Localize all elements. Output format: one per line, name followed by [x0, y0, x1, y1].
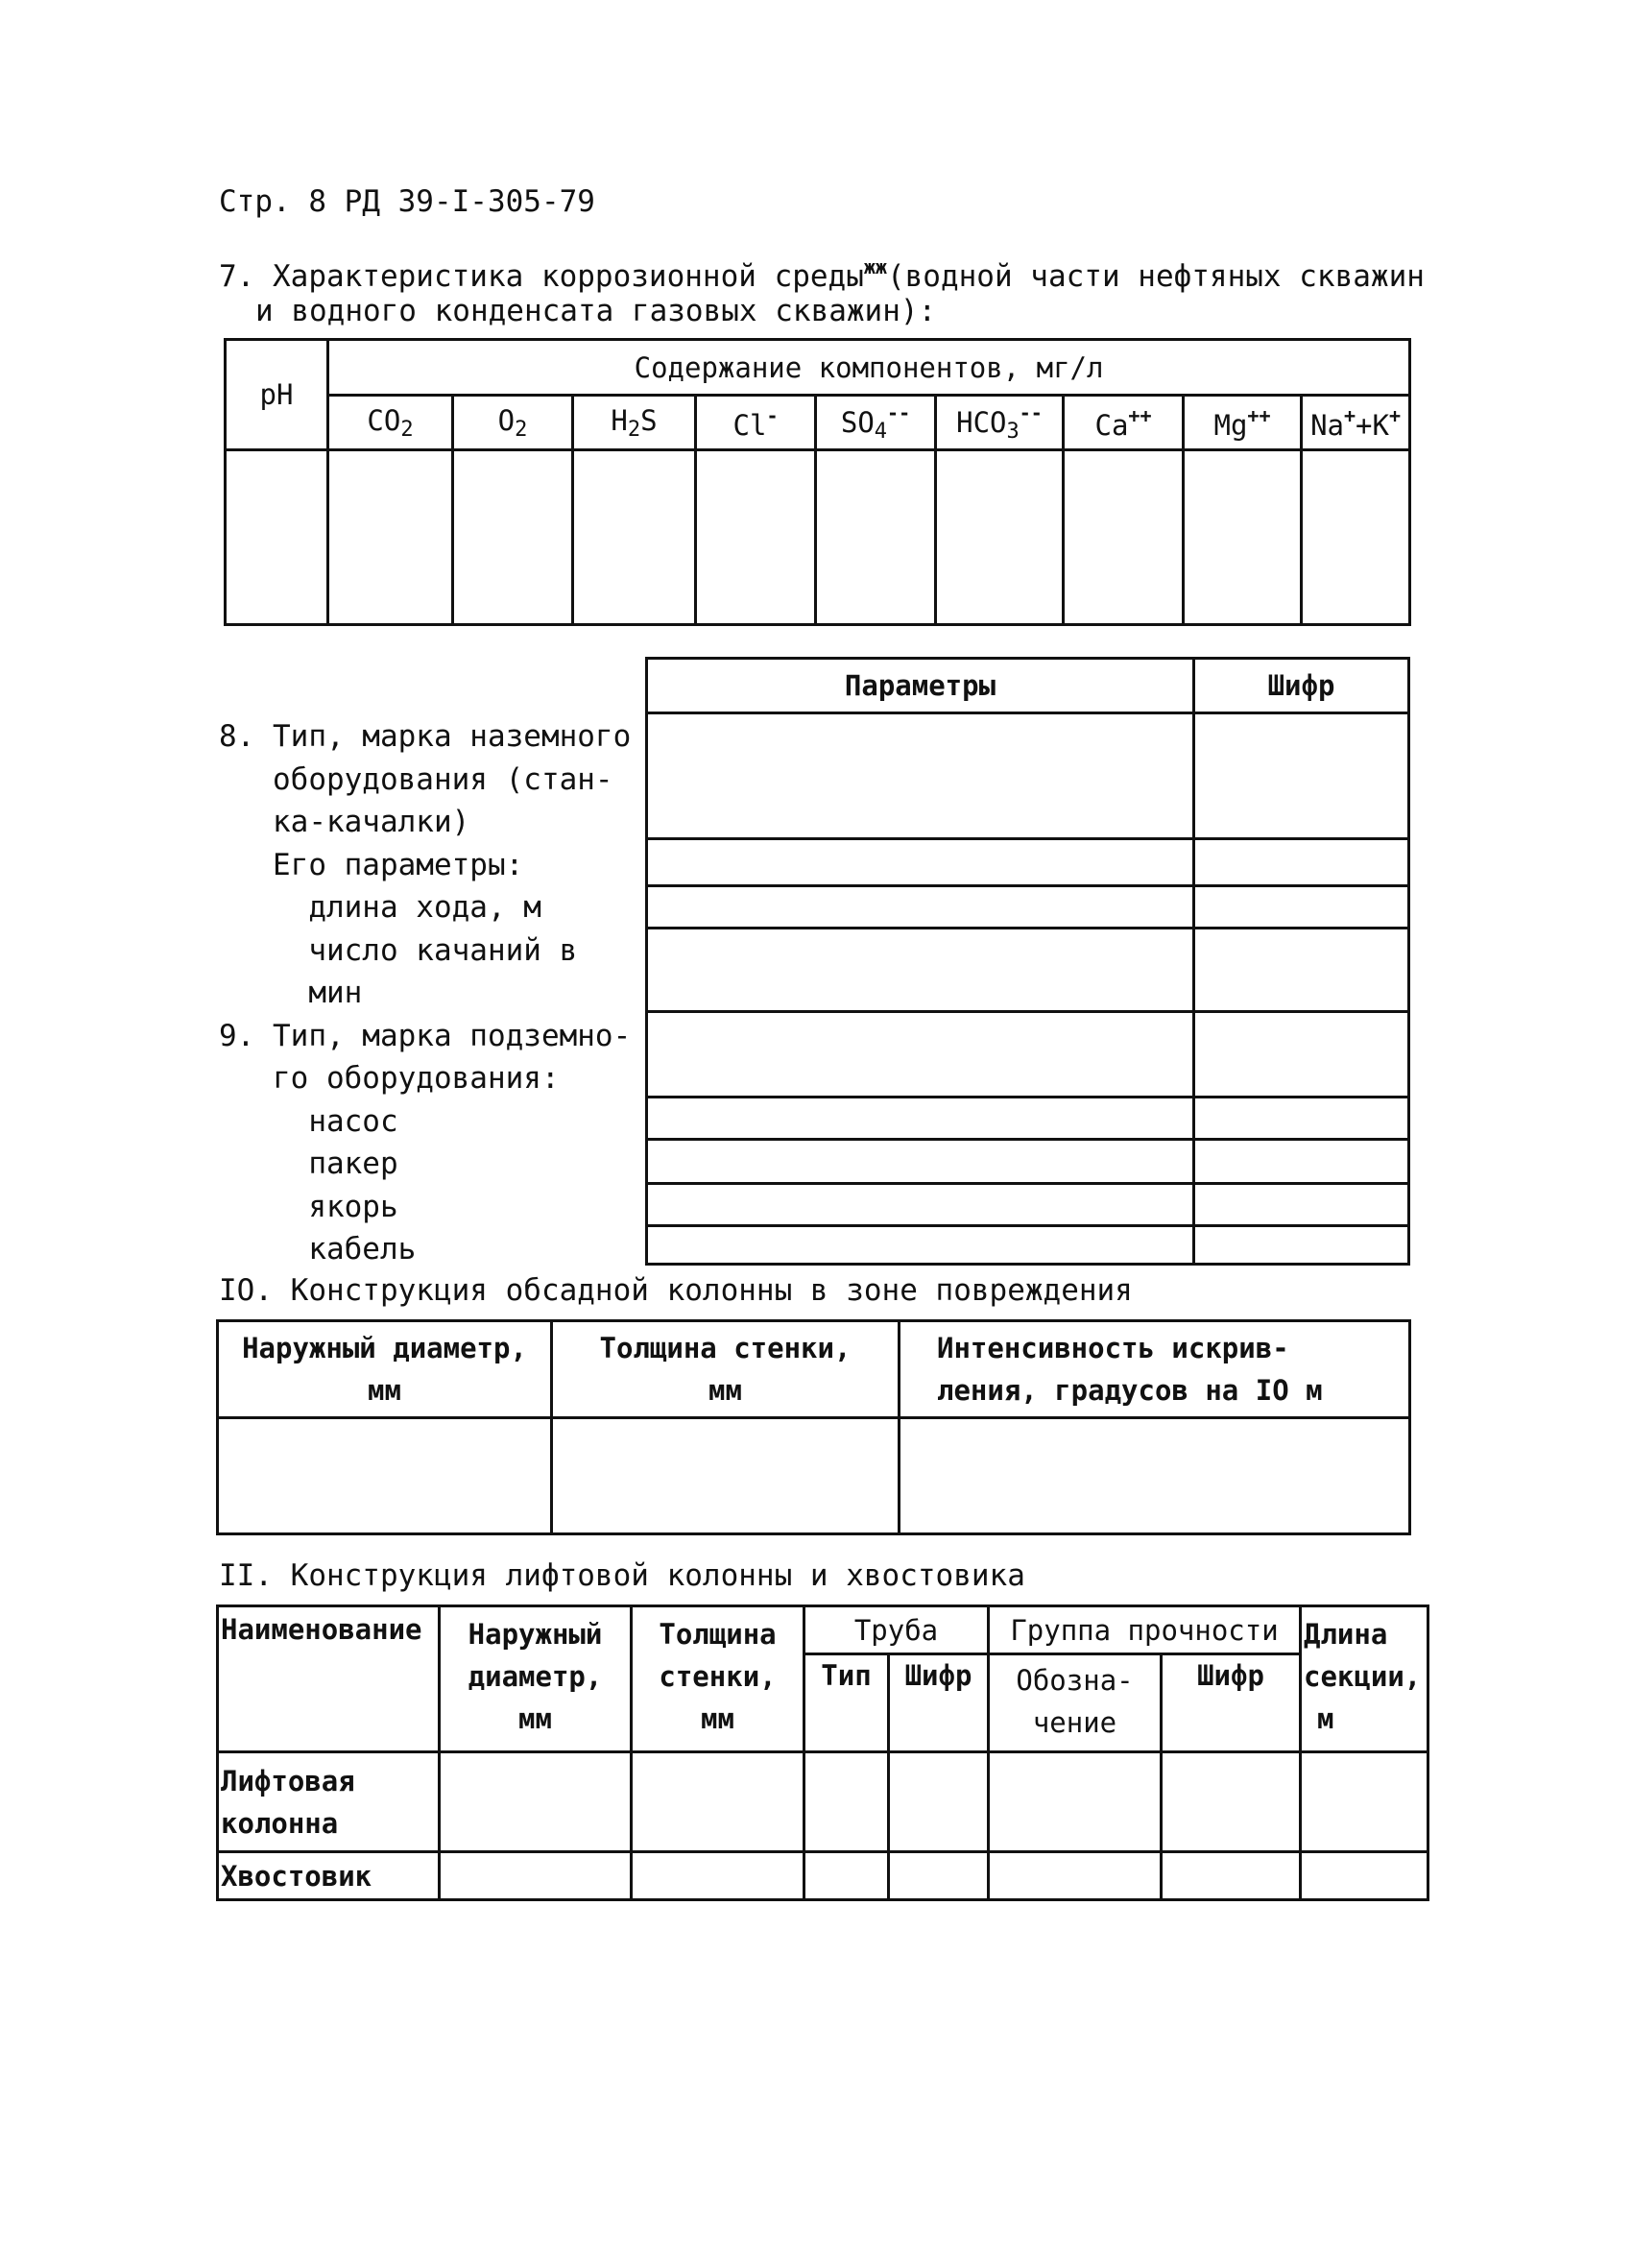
table-cell — [1194, 839, 1409, 886]
list-item: го оборудования: — [219, 1061, 560, 1096]
table-cell — [1194, 1226, 1409, 1265]
table-cell — [647, 1012, 1194, 1098]
table-cell — [647, 1140, 1194, 1184]
table-cell — [218, 1418, 552, 1534]
table-cell — [632, 1752, 804, 1852]
table-cell — [989, 1752, 1162, 1852]
table-cell — [552, 1418, 900, 1534]
outer-diameter-header: Наружный диаметр, мм — [218, 1321, 552, 1418]
table-cell — [1162, 1752, 1301, 1852]
table-cell — [440, 1752, 632, 1852]
list-item: 9. Тип, марка подземно- — [219, 1018, 632, 1053]
table-cell — [1194, 1184, 1409, 1226]
ca-header: Ca++ — [1064, 396, 1184, 450]
table-cell — [900, 1418, 1410, 1534]
table-cell — [440, 1852, 632, 1900]
table-cell — [816, 450, 936, 625]
row-label-lift-column: Лифтовая колонна — [218, 1752, 440, 1852]
co2-header: $CO_2$ — [328, 396, 453, 450]
thickness-header: Толщина стенки, мм — [632, 1606, 804, 1752]
pipe-type-header: Тип — [804, 1654, 889, 1752]
name-header: Наименование — [218, 1606, 440, 1752]
diameter-header: Наружный диаметр, мм — [440, 1606, 632, 1752]
table-cell — [573, 450, 696, 625]
table-cell — [889, 1852, 989, 1900]
table-cell — [647, 1226, 1194, 1265]
table-cell — [1162, 1852, 1301, 1900]
table-cell — [989, 1852, 1162, 1900]
table-cell — [1302, 450, 1410, 625]
table-cell — [696, 450, 816, 625]
cl-header: Cl- — [696, 396, 816, 450]
table-cell — [226, 450, 328, 625]
table-cell — [1064, 450, 1184, 625]
table-cell — [453, 450, 573, 625]
mg-header: Mg++ — [1184, 396, 1302, 450]
table-cell — [1301, 1752, 1428, 1852]
table-cell — [1194, 1098, 1409, 1140]
table-cell — [647, 839, 1194, 886]
section-length-header: Длина секции, м — [1301, 1606, 1428, 1752]
params-header: Параметры — [647, 659, 1194, 713]
section-7-title-line1: 7. Характеристика коррозионной среды$^{жж}$(водной части нефтяных скважин — [219, 255, 1425, 294]
table-cell — [647, 929, 1194, 1012]
table-cell — [1194, 886, 1409, 929]
pipe-header: Труба — [804, 1606, 989, 1654]
row-label-tail: Хвостовик — [218, 1852, 440, 1900]
table-cell — [804, 1852, 889, 1900]
table-cell — [1194, 713, 1409, 839]
table-cell — [1194, 1012, 1409, 1098]
lift-column-table — [216, 1604, 1429, 1901]
table-cell — [1184, 450, 1302, 625]
designation-header: Обозна- чение — [989, 1654, 1162, 1752]
table-cell — [647, 1098, 1194, 1140]
corrosion-table — [224, 338, 1411, 626]
page-header: Стр. 8 РД 39-I-305-79 — [219, 184, 595, 219]
so4-header: $SO_4^{--}$ — [816, 396, 936, 450]
table-cell — [1194, 1140, 1409, 1184]
wall-thickness-header: Толщина стенки, мм — [552, 1321, 900, 1418]
ph-header: pH — [226, 340, 328, 450]
table-cell — [328, 450, 453, 625]
equipment-list — [219, 715, 631, 1271]
code-header: Шифр — [1194, 659, 1409, 713]
components-group-header: Содержание компонентов, мг/л — [328, 340, 1410, 396]
list-item: пакер — [219, 1146, 398, 1181]
curvature-header: Интенсивность искрив- ления, градусов на IO м — [900, 1321, 1410, 1418]
table-cell — [632, 1852, 804, 1900]
table-cell — [1301, 1852, 1428, 1900]
list-item: кабель — [219, 1232, 417, 1267]
section-7-title-line2: и водного конденсата газовых скважин): — [255, 294, 937, 328]
o2-header: $O_2$ — [453, 396, 573, 450]
casing-table — [216, 1319, 1411, 1535]
list-item: Его параметры: — [219, 847, 524, 882]
table-cell — [647, 1184, 1194, 1226]
h2s-header: $H_2S$ — [573, 396, 696, 450]
section-10-title: IO. Конструкция обсадной колонны в зоне повреждения — [219, 1273, 1133, 1308]
list-item: 8. Тип, марка наземного — [219, 719, 632, 754]
table-cell — [889, 1752, 989, 1852]
pipe-code-header: Шифр — [889, 1654, 989, 1752]
section-11-title: II. Конструкция лифтовой колонны и хвостовика — [219, 1558, 1025, 1593]
hco3-header: $HCO_3^{--}$ — [936, 396, 1064, 450]
list-item: якорь — [219, 1189, 398, 1224]
list-item: число качаний в — [219, 932, 578, 968]
list-item: ка-качалки) — [219, 805, 470, 839]
table-cell — [1194, 929, 1409, 1012]
table-cell — [647, 713, 1194, 839]
group-code-header: Шифр — [1162, 1654, 1301, 1752]
parameters-table — [645, 657, 1410, 1266]
footnote-mark: жж — [863, 255, 887, 278]
list-item: длина хода, м — [219, 890, 541, 925]
table-cell — [804, 1752, 889, 1852]
list-item: насос — [219, 1103, 398, 1139]
table-cell — [647, 886, 1194, 929]
list-item: оборудования (стан- — [219, 761, 613, 797]
na-k-header: Na++K+ — [1302, 396, 1410, 450]
strength-group-header: Группа прочности — [989, 1606, 1301, 1654]
list-item: мин — [219, 976, 363, 1010]
table-cell — [936, 450, 1064, 625]
